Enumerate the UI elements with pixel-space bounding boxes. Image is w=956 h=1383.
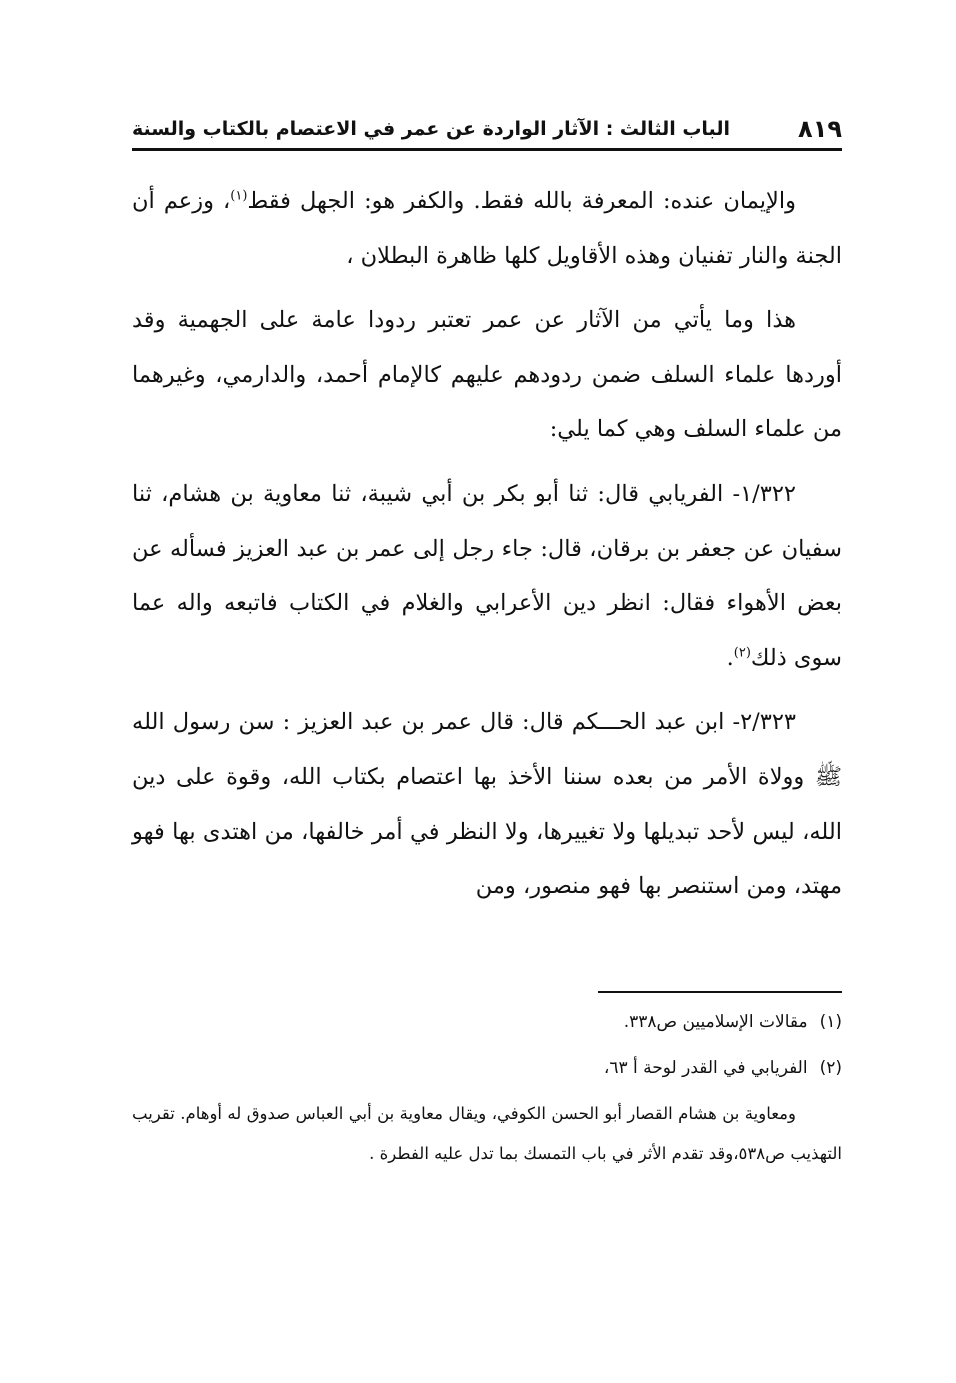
paragraph-2: هذا وما يأتي من الآثار عن عمر تعتبر ردودا عامة على الجهمية وقد أوردها علماء السلف ضمن ردودهم عليهم كالإمام أحمد، والدارمي، وغيرهما من علماء السلف وهي كما يلي: <box>132 307 842 443</box>
footnote-2-continuation: ومعاوية بن هشام القصار أبو الحسن الكوفي، ويقال معاوية بن أبي العباس صدوق له أوهام. تقريب التهذيب ص٥٣٨،وقد تقدم الأثر في باب التمسك بما تدل عليه الفطرة . <box>132 1104 842 1163</box>
footnote-1-number: (١) <box>819 1012 842 1032</box>
footnote-1 <box>132 1010 842 1034</box>
footnote-1-text: مقالات الإسلاميين ص٣٣٨. <box>623 1012 808 1032</box>
paragraph-3-text-a: ١/٣٢٢- الفريابي قال: ثنا أبو بكر بن أبي شيبة، ثنا معاوية بن هشام، ثنا سفيان عن جعفر بن برقان، قال: جاء رجل إلى عمر بن عبد العزيز فسأله عن بعض الأهواء فقال: انظر دين الأعرابي والغلام في الكتاب فاتبعه واله عما سوى ذلك <box>132 480 842 671</box>
main-text <box>132 174 842 914</box>
paragraph-1 <box>132 174 842 283</box>
running-header <box>132 112 842 146</box>
page-number: ٨١٩ <box>798 115 842 143</box>
footnote-separator <box>598 991 842 993</box>
footnotes <box>132 1010 842 1174</box>
footnote-ref-2: (٢) <box>733 645 751 661</box>
paragraph-1-text-a: والإيمان عنده: المعرفة بالله فقط. والكفر هو: الجهل فقط <box>247 188 796 214</box>
paragraph-1-text-b: ، وزعم أن الجنة والنار تفنيان وهذه الأقاويل كلها ظاهرة البطلان ، <box>132 188 842 269</box>
paragraph-3 <box>132 467 842 685</box>
chapter-title: الباب الثالث : الآثار الواردة عن عمر في الاعتصام بالكتاب والسنة <box>132 118 730 140</box>
footnote-2-number: (٢) <box>819 1058 842 1078</box>
paragraph-3-text-b: . <box>726 644 734 671</box>
footnote-2-text: الفريابي في القدر لوحة أ ٦٣، <box>603 1058 808 1078</box>
footnote-2 <box>132 1056 842 1080</box>
header-rule <box>132 148 842 151</box>
paragraph-4: ٢/٣٢٣- ابن عبد الحـــكم قال: قال عمر بن عبد العزيز : سن رسول الله ﷺ وولاة الأمر من بعده سننا الأخذ بها اعتصام بكتاب الله، وقوة على دين الله، ليس لأحد تبديلها ولا تغييرها، ولا النظر في أمر خالفها، من اهتدى بها فهو مهتد، ومن استنصر بها فهو منصور، ومن <box>132 709 842 900</box>
footnote-ref-1: (١) <box>230 188 248 204</box>
